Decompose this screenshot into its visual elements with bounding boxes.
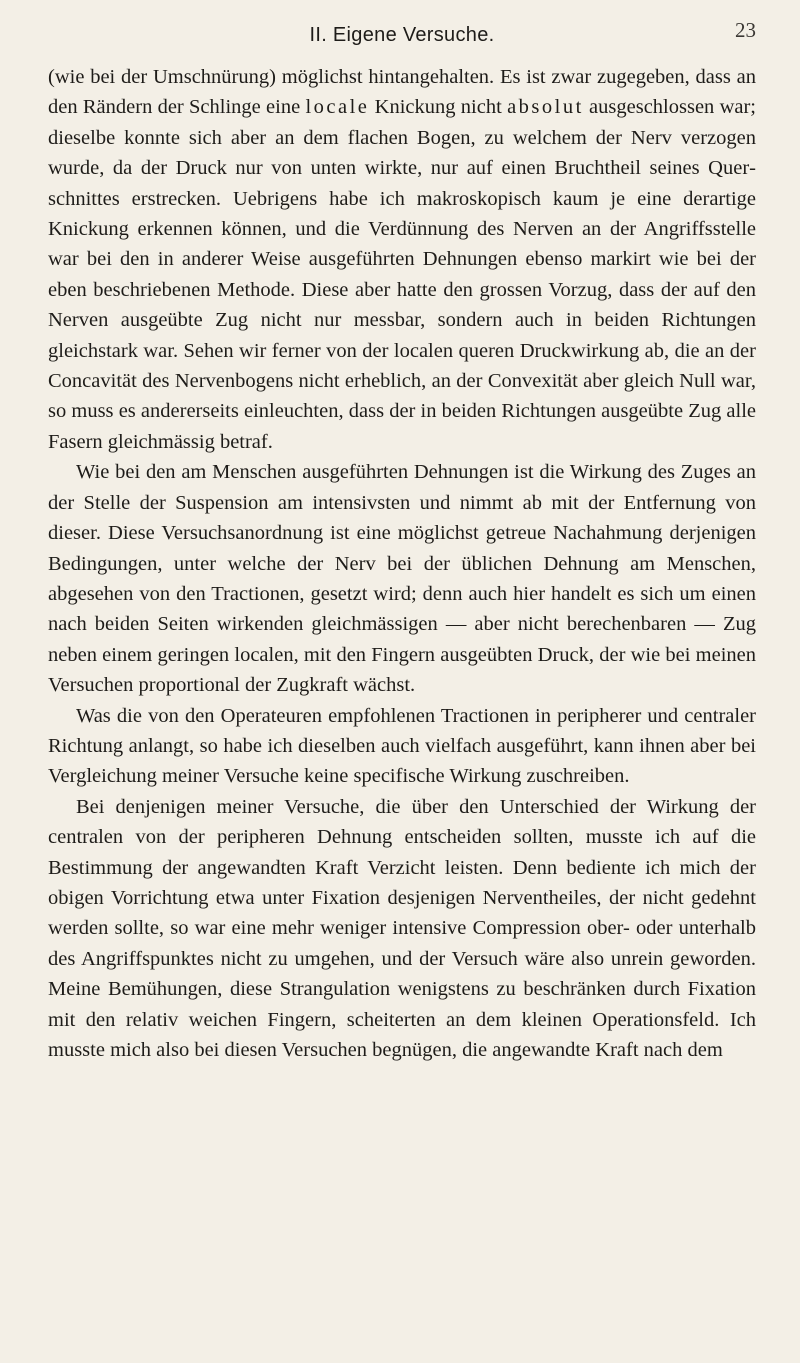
running-title: II. Eigene Versuche. (309, 24, 495, 46)
paragraph (48, 792, 756, 1066)
text-segment: Knickung nicht (369, 96, 508, 119)
paragraph (48, 62, 756, 457)
body-text (48, 62, 756, 1065)
text-segment: ausgeschlossen war; dieselbe konnte sich aber an dem flachen Bogen, zu welchem der Nerv verzogen wurde, da der Druck nur von unten wirkte, nur auf einen Bruchtheil seines Querschnittes erstrecken. Uebrigens habe ich makroskopisch kaum je eine derartige Knickung erkennen können, und die Verdünnung des Nerven an der Angriffsstelle war bei den in anderer Weise ausgeführten Dehnungen ebenso markirt wie bei der eben beschriebenen Methode. Diese aber hatte den grossen Vorzug, dass der auf den Nerven ausgeübte Zug nicht nur messbar, sondern auch in beiden Richtungen gleichstark war. Sehen wir ferner von der localen queren Druckwirkung ab, die an der Concavität des Nervenbogens nicht erheblich, an der Convexität aber gleich Null war, so muss es andererseits einleuchten, dass der in beiden Richtungen ausgeübte Zug alle Fasern gleichmässig betraf. (48, 96, 756, 453)
running-head (48, 18, 756, 52)
text-segment: Wie bei den am Menschen ausgeführten Dehnungen ist die Wirkung des Zuges an der Stelle der Suspension am intensivsten und nimmt ab mit der Entfernung von dieser. Diese Versuchsanordnung ist eine möglichst getreue Nachahmung derjenigen Bedingungen, unter welche der Nerv bei der üblichen Dehnung am Menschen, abgesehen von den Tractionen, gesetzt wird; denn auch hier handelt es sich um einen nach beiden Seiten wirkenden gleichmässigen — aber nicht berechenbaren — Zug neben einem geringen localen, mit den Fingern ausgeübten Druck, der wie bei meinen Versuchen proportional der Zugkraft wächst. (48, 461, 756, 697)
paragraph (48, 457, 756, 700)
text-segment: Was die von den Operateuren empfohlenen Tractionen in peripherer und centraler Richtung anlangt, so habe ich dieselben auch vielfach ausgeführt, kann ihnen aber bei Vergleichung meiner Versuche keine specifische Wirkung zuschreiben. (48, 704, 756, 788)
page-number: 23 (735, 18, 756, 42)
emphasized-text: locale (305, 96, 370, 119)
text-segment: Bei denjenigen meiner Versuche, die über den Unterschied der Wirkung der centralen von der peripheren Dehnung entscheiden sollten, musste ich auf die Bestimmung der angewandten Kraft Verzicht leisten. Denn bediente ich mich der obigen Vorrichtung etwa unter Fixation desjenigen Nerventheiles, der nicht gedehnt werden sollte, so war eine mehr weniger intensive Compression ober- oder unterhalb des Angriffspunktes nicht zu umgehen, und der Versuch wäre also unrein geworden. Meine Bemühungen, diese Strangulation wenigstens zu beschränken durch Fixation mit den relativ weichen Fingern, scheiterten an dem kleinen Operationsfeld. Ich musste mich also bei diesen Versuchen begnügen, die angewandte Kraft nach dem (48, 795, 756, 1061)
emphasized-text: absolut (507, 96, 584, 119)
paragraph (48, 701, 756, 792)
text-segment: (wie bei der Umschnürung) möglichst hintangehalten. Es ist zwar zugegeben, dass an den Rändern der Schlinge eine (48, 66, 756, 119)
